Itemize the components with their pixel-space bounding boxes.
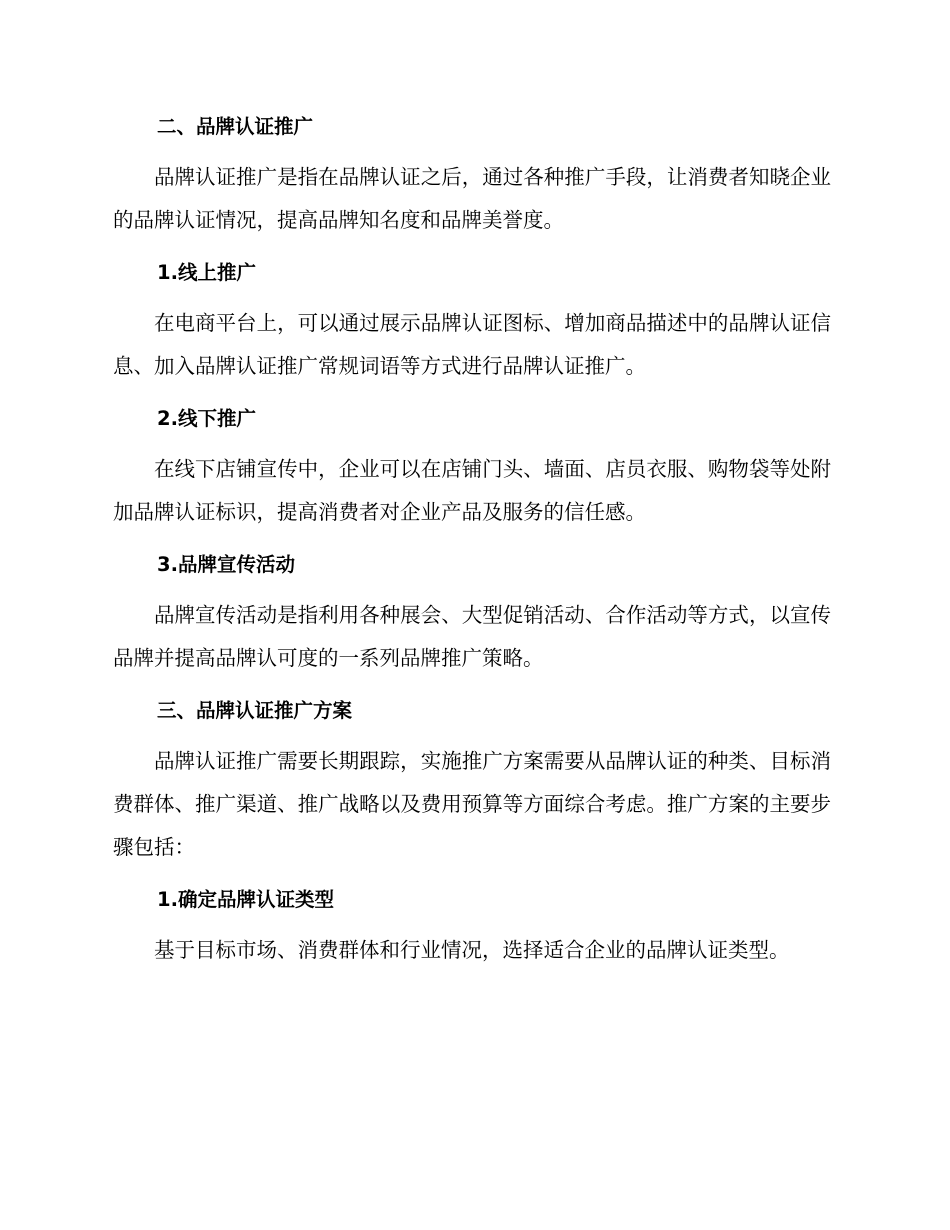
- document-body: [113, 108, 831, 984]
- paragraph-certification-type: 基于目标市场、消费群体和行业情况，选择适合企业的品牌认证类型。: [154, 938, 790, 962]
- paragraph-brand-promotion-intro: 品牌认证推广是指在品牌认证之后，通过各种推广手段，让消费者知晓企业的品牌认证情况，提高品牌知名度和品牌美誉度。: [113, 165, 831, 232]
- subheading-brand-campaign: 3.品牌宣传活动: [157, 553, 295, 576]
- subheading-certification-type: 1.确定品牌认证类型: [157, 888, 334, 911]
- paragraph-offline-promotion: 在线下店铺宣传中，企业可以在店铺门头、墙面、店员衣服、购物袋等处附加品牌认证标识，提高消费者对企业产品及服务的信任感。: [113, 457, 831, 524]
- paragraph-brand-campaign: 品牌宣传活动是指利用各种展会、大型促销活动、合作活动等方式，以宣传品牌并提高品牌认可度的一系列品牌推广策略。: [113, 603, 831, 670]
- subheading-online-promotion: 1.线上推广: [157, 261, 256, 284]
- paragraph-online-promotion: 在电商平台上，可以通过展示品牌认证图标、增加商品描述中的品牌认证信息、加入品牌认证推广常规词语等方式进行品牌认证推广。: [113, 311, 831, 378]
- section-heading-brand-promotion: 二、品牌认证推广: [157, 115, 314, 138]
- subheading-offline-promotion: 2.线下推广: [157, 407, 256, 430]
- section-heading-promotion-plan: 三、品牌认证推广方案: [157, 699, 353, 722]
- paragraph-promotion-plan: 品牌认证推广需要长期跟踪，实施推广方案需要从品牌认证的种类、目标消费群体、推广渠道、推广战略以及费用预算等方面综合考虑。推广方案的主要步骤包括：: [113, 749, 831, 859]
